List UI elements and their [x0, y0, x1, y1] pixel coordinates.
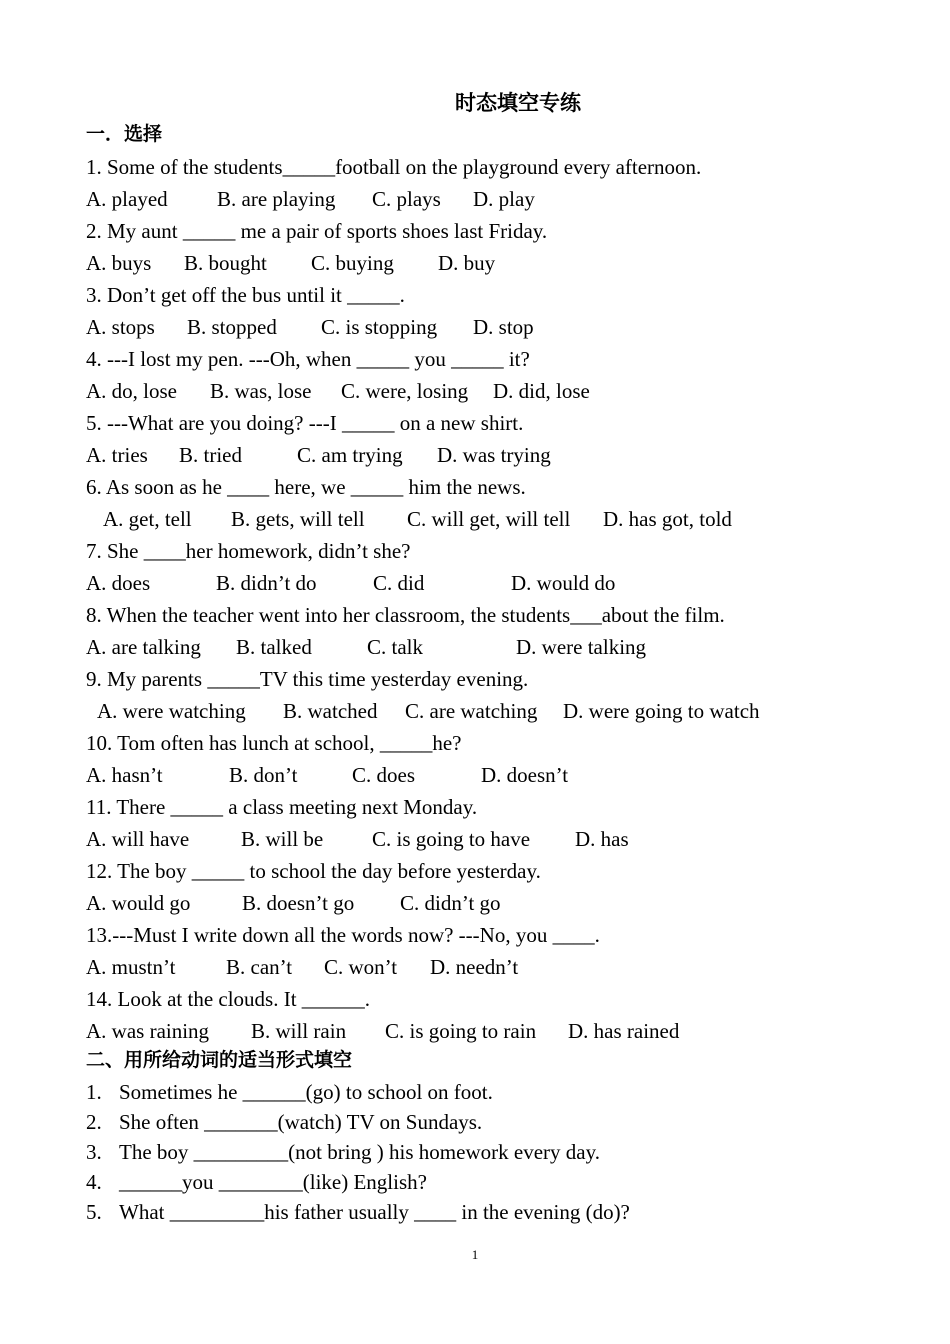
option: A. hasn’t	[86, 763, 163, 787]
question-options	[86, 1016, 679, 1046]
option: D. stop	[473, 315, 534, 339]
option: D. was trying	[437, 443, 551, 467]
fill-item-text: She often _______(watch) TV on Sundays.	[119, 1110, 483, 1134]
question-options	[86, 952, 518, 982]
page-title: 时态填空专练	[455, 91, 581, 115]
option: B. don’t	[229, 763, 298, 787]
fill-item-number: 4.	[86, 1170, 102, 1194]
fill-item-text: Sometimes he ______(go) to school on foot.	[119, 1080, 493, 1104]
option: B. tried	[179, 443, 242, 467]
option: C. does	[352, 763, 415, 787]
option: D. needn’t	[430, 955, 519, 979]
fill-item-text: ______you ________(like) English?	[119, 1170, 427, 1194]
option: C. did	[373, 571, 425, 595]
question-options	[103, 504, 732, 534]
option: A. played	[86, 187, 168, 211]
question-text: 4. ---I lost my pen. ---Oh, when _____ you _____ it?	[86, 347, 530, 371]
fill-item	[86, 1197, 630, 1227]
option: C. won’t	[324, 955, 398, 979]
option: B. watched	[283, 699, 378, 723]
fill-item	[86, 1107, 482, 1137]
question-options	[86, 760, 568, 790]
option: D. did, lose	[493, 379, 590, 403]
option: B. doesn’t go	[242, 891, 355, 915]
option: C. is stopping	[321, 315, 438, 339]
question-text: 10. Tom often has lunch at school, _____he?	[86, 731, 462, 755]
question-text: 12. The boy _____ to school the day before yesterday.	[86, 859, 541, 883]
question-text: 2. My aunt _____ me a pair of sports shoes last Friday.	[86, 219, 548, 243]
fill-item-number: 5.	[86, 1200, 102, 1224]
question-options	[86, 440, 551, 470]
option: C. will get, will tell	[407, 507, 571, 531]
fill-item-number: 3.	[86, 1140, 102, 1164]
option: C. plays	[372, 187, 441, 211]
question-text: 13.---Must I write down all the words now? ---No, you ____.	[86, 923, 600, 947]
option: B. will be	[241, 827, 324, 851]
option: A. buys	[86, 251, 152, 275]
fill-item	[86, 1167, 427, 1197]
question-text: 8. When the teacher went into her classroom, the students___about the film.	[86, 603, 725, 627]
option: A. was raining	[86, 1019, 210, 1043]
question-text: 5. ---What are you doing? ---I _____ on a new shirt.	[86, 411, 524, 435]
question-text: 7. She ____her homework, didn’t she?	[86, 539, 411, 563]
option: B. are playing	[217, 187, 336, 211]
question-options	[86, 376, 590, 406]
option: A. tries	[86, 443, 148, 467]
section-heading-fill-in: 二、用所给动词的适当形式填空	[86, 1049, 353, 1071]
question-options	[86, 248, 495, 278]
page-number: 1	[471, 1247, 479, 1262]
option: D. would do	[511, 571, 616, 595]
option: B. bought	[184, 251, 267, 275]
question-text: 11. There _____ a class meeting next Monday.	[86, 795, 478, 819]
question-text: 3. Don’t get off the bus until it _____.	[86, 283, 405, 307]
section-heading-choice: 一．选择	[86, 123, 163, 145]
option: D. were talking	[516, 635, 647, 659]
question-options	[86, 888, 501, 918]
option: D. play	[473, 187, 535, 211]
option: A. does	[86, 571, 151, 595]
option: C. were, losing	[341, 379, 469, 403]
option: C. am trying	[297, 443, 403, 467]
option: B. can’t	[226, 955, 293, 979]
question-text: 14. Look at the clouds. It ______.	[86, 987, 371, 1011]
option: B. talked	[236, 635, 312, 659]
question-options	[86, 568, 615, 598]
question-text: 1. Some of the students_____football on the playground every afternoon.	[86, 155, 702, 179]
option: D. were going to watch	[563, 699, 760, 723]
option: B. stopped	[187, 315, 277, 339]
option: C. buying	[311, 251, 394, 275]
option: A. get, tell	[103, 507, 192, 531]
option: A. will have	[86, 827, 190, 851]
question-options	[86, 824, 629, 854]
question-options	[86, 184, 535, 214]
option: B. didn’t do	[216, 571, 317, 595]
fill-item-text: The boy _________(not bring ) his homework every day.	[119, 1140, 600, 1164]
option: C. are watching	[405, 699, 538, 723]
option: B. gets, will tell	[231, 507, 365, 531]
option: C. didn’t go	[400, 891, 501, 915]
option: D. has rained	[568, 1019, 680, 1043]
option: C. talk	[367, 635, 423, 659]
option: C. is going to have	[372, 827, 531, 851]
option: D. doesn’t	[481, 763, 569, 787]
option: D. has	[575, 827, 629, 851]
fill-item-text: What _________his father usually ____ in the evening (do)?	[119, 1200, 630, 1224]
question-options	[97, 696, 760, 726]
option: A. do, lose	[86, 379, 177, 403]
question-text: 6. As soon as he ____ here, we _____ him the news.	[86, 475, 526, 499]
option: A. are talking	[86, 635, 201, 659]
option: D. buy	[438, 251, 496, 275]
option: B. was, lose	[210, 379, 312, 403]
fill-item-number: 2.	[86, 1110, 102, 1134]
option: C. is going to rain	[385, 1019, 537, 1043]
option: A. stops	[86, 315, 155, 339]
option: A. mustn’t	[86, 955, 176, 979]
option: A. would go	[86, 891, 191, 915]
option: A. were watching	[97, 699, 246, 723]
option: D. has got, told	[603, 507, 732, 531]
fill-item-number: 1.	[86, 1080, 102, 1104]
fill-item	[86, 1077, 493, 1107]
question-text: 9. My parents _____TV this time yesterday evening.	[86, 667, 529, 691]
fill-item	[86, 1137, 600, 1167]
option: B. will rain	[251, 1019, 347, 1043]
question-options	[86, 312, 534, 342]
question-options	[86, 632, 646, 662]
